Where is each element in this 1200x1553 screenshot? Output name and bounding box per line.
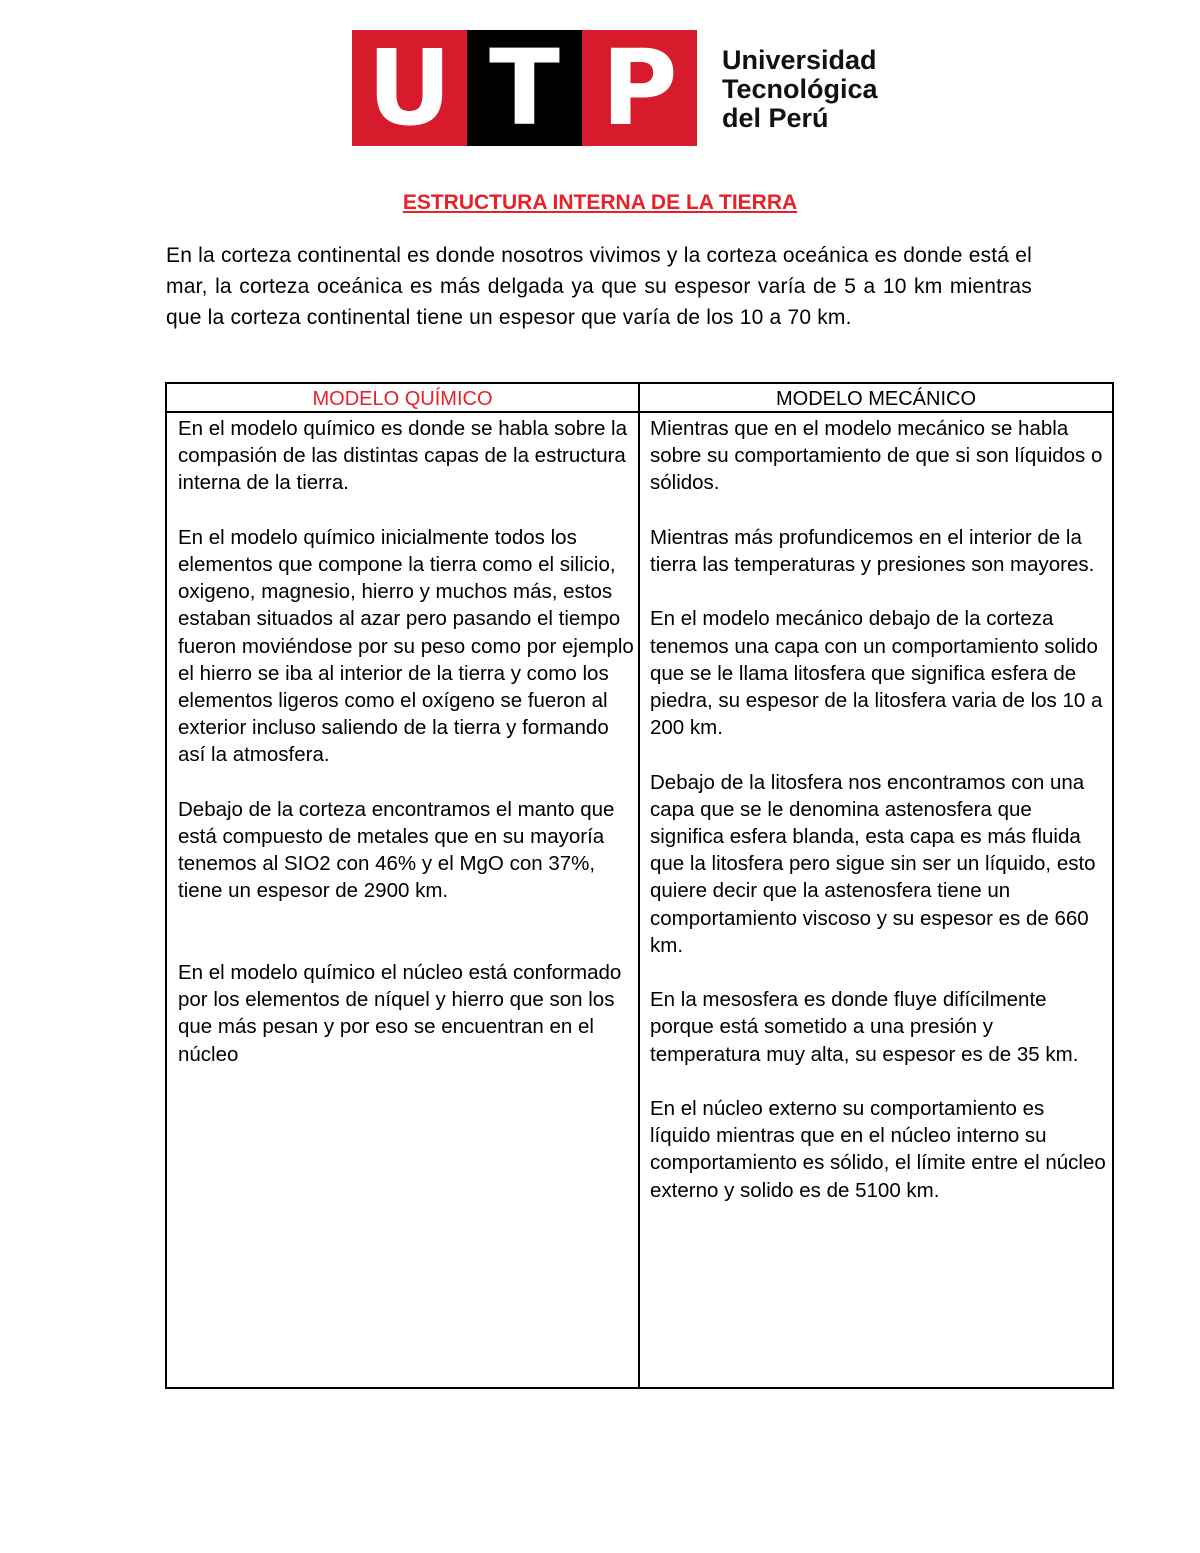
mecanico-paragraph: En el modelo mecánico debajo de la corteza tenemos una capa con un comportamiento solido que se le llama litosfera que significa esfera de piedra, su espesor de la litosfera varia de los 10 a 200 km.: [650, 607, 1103, 740]
logo-line-del-peru: del Perú: [722, 103, 829, 133]
mecanico-paragraph: Mientras más profundicemos en el interior de la tierra las temperaturas y presiones son mayores.: [650, 525, 1095, 576]
logo-line-tecnologica: Tecnológica: [722, 74, 878, 104]
logo-letter-p: P: [582, 30, 697, 146]
mecanico-paragraph: Mientras que en el modelo mecánico se habla sobre su comportamiento de que si son líquidos o sólidos.: [650, 417, 1103, 495]
logo-wordmark: [722, 46, 878, 133]
mecanico-paragraph: En la mesosfera es donde fluye difícilmente porque está sometido a una presión y temperatura muy alta, su espesor es de 35 km.: [650, 988, 1079, 1066]
intro-paragraph: En la corteza continental es donde nosotros vivimos y la corteza oceánica es donde está el mar, la corteza oceánica es más delgada ya que su espesor varía de 5 a 10 km mientras que la corteza continental tiene un espesor que varía de los 10 a 70 km.: [166, 244, 1032, 329]
column-modelo-mecanico: [650, 415, 1108, 1204]
quimico-paragraph: En el modelo químico es donde se habla sobre la compasión de las distintas capas de la estructura interna de la tierra.: [178, 417, 628, 495]
mecanico-paragraph: Debajo de la litosfera nos encontramos con una capa que se le denomina astenosfera que significa esfera blanda, esta capa es más fluida que la litosfera pero sigue sin ser un líquido, esto quiere decir que la astenosfera tiene un comportamiento viscoso y su espesor es de 660 km.: [650, 770, 1096, 957]
utp-logo: [352, 27, 892, 149]
quimico-paragraph: En el modelo químico inicialmente todos los elementos que compone la tierra como el silicio, oxigeno, magnesio, hierro y muchos más, estos estaban situados al azar pero pasando el tiempo fueron moviéndose por su peso como por ejemplo el hierro se iba al interior de la tierra y como los elementos ligeros como el oxígeno se fueron al exterior incluso saliendo de la tierra y formando así la atmosfera.: [178, 525, 634, 767]
comparison-table: [165, 382, 1114, 1389]
header-modelo-quimico: MODELO QUÍMICO: [312, 388, 493, 410]
header-modelo-mecanico: MODELO MECÁNICO: [775, 388, 977, 410]
mecanico-paragraph: En el núcleo externo su comportamiento es líquido mientras que en el núcleo interno su comportamiento es sólido, el límite entre el núcleo externo y solido es de 5100 km.: [650, 1097, 1106, 1202]
logo-letter-t: T: [467, 30, 582, 146]
logo-line-universidad: Universidad: [722, 45, 877, 75]
quimico-paragraph: Debajo de la corteza encontramos el manto que está compuesto de metales que en su mayoría tenemos al SIO2 con 46% y el MgO con 37%, tiene un espesor de 2900 km.: [178, 797, 615, 903]
document-title: ESTRUCTURA INTERNA DE LA TIERRA: [402, 191, 798, 214]
logo-letter-u: U: [352, 30, 467, 146]
quimico-paragraph: En el modelo químico el núcleo está conformado por los elementos de níquel y hierro que son los que más pesan y por eso se encuentran en el núcleo: [178, 961, 622, 1066]
column-modelo-quimico: [178, 415, 640, 1068]
